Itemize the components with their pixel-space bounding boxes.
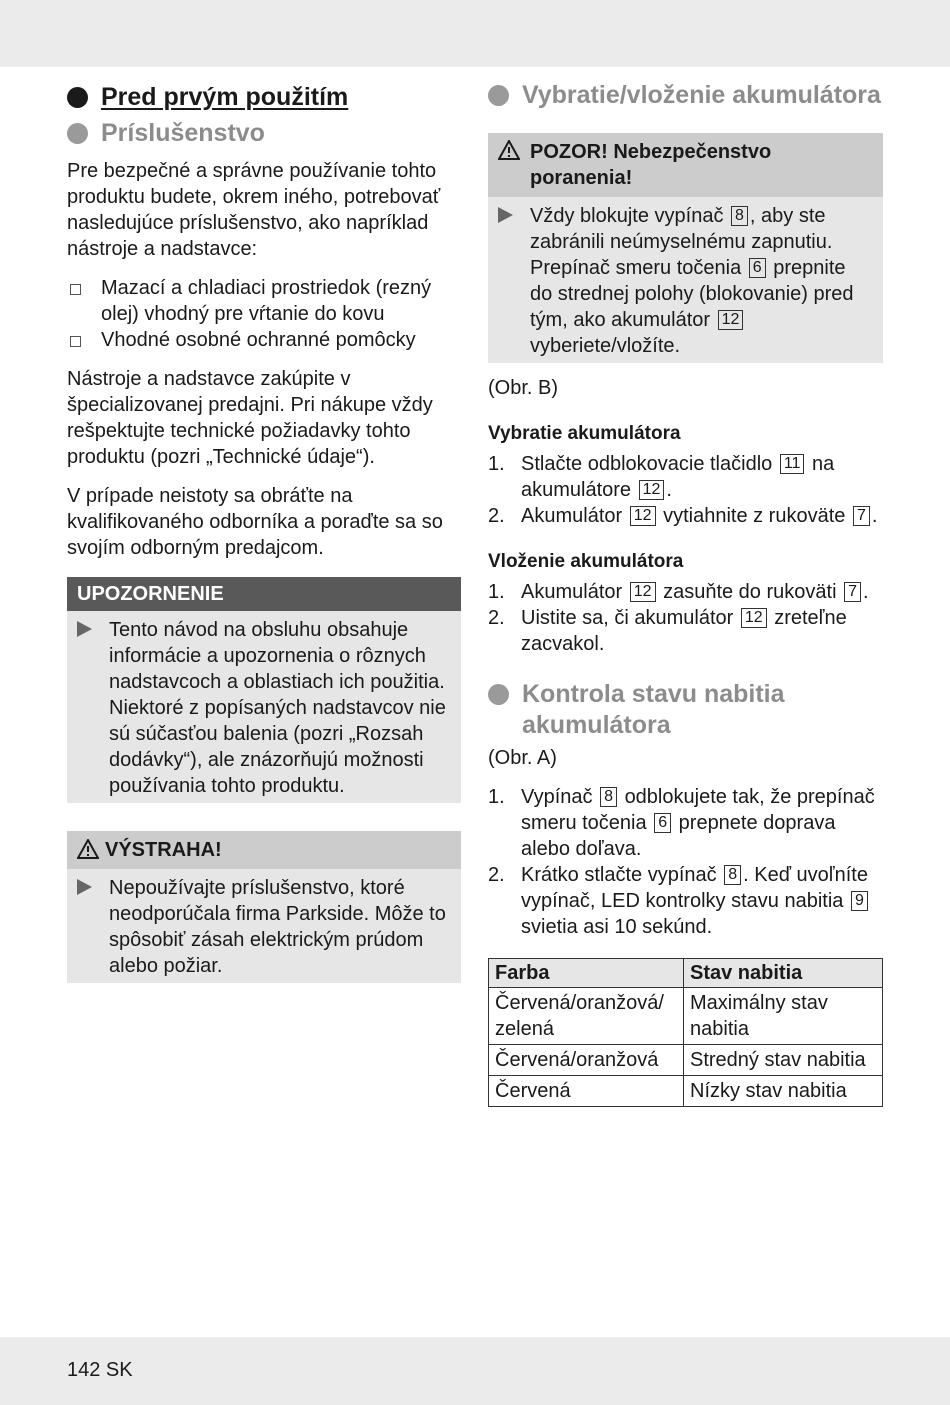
bullet-icon [67,123,88,144]
checkbox-square-icon [70,336,81,347]
list-item: 1. Akumulátor 12 zasuňte do rukoväti 7 . [488,581,869,603]
top-band [0,0,950,67]
removal-steps [488,451,883,529]
part-number: 12 [639,480,665,500]
list-item: Vhodné osobné ochranné pomôcky [67,327,461,353]
charge-heading: Kontrola stavu nabitia akumulátora [488,679,883,741]
insertion-steps [488,579,883,657]
arrow-right-icon [77,621,92,637]
part-number: 9 [851,891,868,911]
part-number: 7 [844,582,861,602]
page-number: 142 SK [67,1359,133,1381]
notice-title: UPOZORNENIE [67,577,461,611]
table-cell: Stredný stav nabitia [684,1045,883,1076]
list-item: 1. Vypínač 8 odblokujete tak, že prepínač smeru točenia 6 prepnete doprava alebo doľava. [488,786,875,860]
part-number: 11 [780,454,805,474]
accessories-list [67,275,461,353]
table-row [489,1045,883,1076]
table-cell: Maximálny stav nabitia [684,988,883,1045]
accessories-intro: Pre bezpečné a správne používanie tohto produktu budete, okrem iného, potrebovať nasledujúce príslušenstvo, ako napríklad nástroje a nadstavce: [67,160,441,260]
list-item: 1. Stlačte odblokovacie tlačidlo 11 na akumulátore 12 . [488,453,835,501]
bullet-icon [488,85,509,106]
part-number: 6 [749,258,766,278]
warning-triangle-icon [77,839,99,859]
figure-ref-b: (Obr. B) [488,377,559,399]
checkbox-square-icon [70,284,81,295]
part-number: 8 [724,865,741,885]
part-number: 12 [741,608,767,628]
table-cell: Červená [489,1076,684,1107]
charge-check-steps [488,784,883,940]
list-item: 2. Krátko stlačte vypínač 8 . Keď uvoľníte vypínač, LED kontrolky stavu nabitia 9 svietia asi 10 sekúnd. [488,864,868,938]
part-number: 12 [630,506,656,526]
charge-status-table [488,958,883,1107]
warning-body: Nepoužívajte príslušenstvo, ktoré neodporúčala firma Parkside. Môže to spôsobiť zásah elektrickým prúdom alebo požiar. [67,869,461,983]
notice-body: Tento návod na obsluhu obsahuje informácie a upozornenia o rôznych nadstavcoch a oblastiach ich použitia. Niektoré z popísaných nadstavcov nie sú súčasťou balenia (pozri „Rozsah dodávky“), ale znázorňujú možnosti používania tohto produktu. [67,611,461,803]
battery-heading: Vybratie/vloženie akumulátora [488,80,883,111]
warning-title: VÝSTRAHA! [67,831,461,869]
arrow-right-icon [498,207,513,223]
caution-body: Vždy blokujte vypínač 8 , aby ste zabránili neúmyselnému zapnutiu. Prepínač smeru točenia 6 prepnite do strednej polohy (blokovanie) pred tým, ako akumulátor 12 vyberiete/vložíte. [488,197,883,363]
caution-title: POZOR! Nebezpečenstvo poranenia! [488,133,883,197]
table-cell: Nízky stav nabitia [684,1076,883,1107]
bottom-band [0,1337,950,1405]
table-cell: Červená/oranžová/ zelená [489,988,684,1045]
left-column [67,80,461,983]
list-item: 2. Akumulátor 12 vytiahnite z rukoväte 7 . [488,505,878,527]
caution-box [488,133,883,363]
part-number: 12 [718,310,744,330]
right-column [488,80,883,1107]
part-number: 12 [630,582,656,602]
warning-box [67,831,461,983]
bullet-icon [488,684,509,705]
section-title: Pred prvým použitím [67,80,461,114]
part-number: 6 [654,813,671,833]
table-row [489,988,883,1045]
part-number: 7 [853,506,870,526]
column-header: Farba [489,959,684,988]
column-header: Stav nabitia [684,959,883,988]
list-item: 2. Uistite sa, či akumulátor 12 zreteľne zacvakol. [488,607,847,655]
accessories-heading: Príslušenstvo [67,118,461,149]
part-number: 8 [731,206,748,226]
removal-heading: Vybratie akumulátora [488,423,681,444]
table-cell: Červená/oranžová [489,1045,684,1076]
purchase-paragraph: Nástroje a nadstavce zakúpite v špecializovanej predajni. Pri nákupe vždy rešpektujte technické požiadavky tohto produktu (pozri „Technické údaje“). [67,368,433,468]
table-row [489,1076,883,1107]
part-number: 8 [600,787,617,807]
advice-paragraph: V prípade neistoty sa obráťte na kvalifikovaného odborníka a poraďte sa so svojím odborným predajcom. [67,485,443,559]
figure-ref-a: (Obr. A) [488,747,557,769]
insertion-heading: Vloženie akumulátora [488,551,684,572]
warning-triangle-icon [498,140,520,160]
table-header-row [489,959,883,988]
list-item: Mazací a chladiaci prostriedok (rezný olej) vhodný pre vŕtanie do kovu [67,275,461,327]
arrow-right-icon [77,879,92,895]
notice-box [67,577,461,803]
bullet-icon [67,87,88,108]
